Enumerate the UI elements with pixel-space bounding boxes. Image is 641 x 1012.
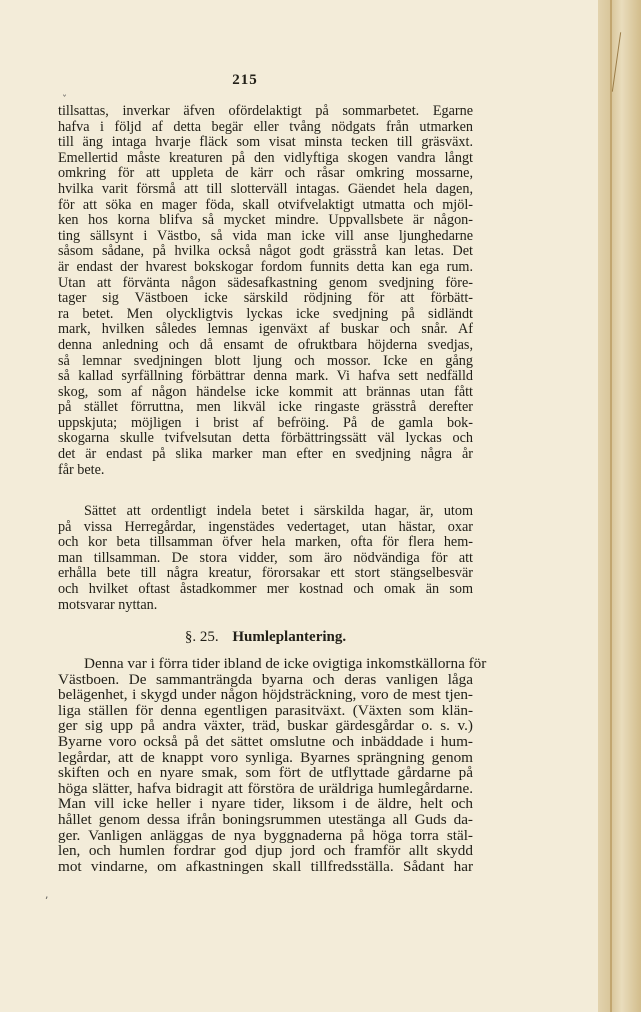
text-line: tillsattas, inverkar äfven ofördelaktigt på sommarbetet. Egarne [58,103,473,119]
page-number: 215 [232,72,258,88]
text-line: hafva i följd af detta begär eller tvång nödgats från utmarken [58,118,473,135]
section-number: §. 25. [184,629,219,645]
text-line: på stället förruttna, men likväl icke ringaste grässtrå derefter [58,399,473,416]
text-line: liga ställen för denna egentligen parasitväxt. (Växten som klän- [58,701,473,719]
text-line: len, och humlen fordrar god djup jord och framför allt skydd [58,842,473,860]
book-gutter [598,0,641,1012]
text-line: höga slätter, hafva bidragit att förstöra de uräldriga humlegårdarne. [58,779,473,797]
text-line: Sättet att ordentligt indela betet i särskilda hagar, är, utom [84,503,473,519]
text-line: på vissa Herregårdar, ingenstädes vedertaget, utan hästar, oxar [58,518,473,535]
text-line: Byarne voro också på det sättet omslutne och inbäddade i hum- [58,732,473,750]
text-line: skogarna skulle tvifvelsutan detta förbättringssätt väl lyckas och [58,430,473,447]
section-title: Humleplantering. [232,629,347,645]
text-line: ting sällsynt i Västbo, så vida man icke vill anse ljunghedarne [58,227,473,244]
text-line: så lemnar svedjningen blott ljung och mossor. Icke en gång [58,352,473,369]
gutter-fold [610,0,612,1012]
text-line: och hvilket oftast åstadkommer mer kostnad och omak än som [58,580,473,597]
text-line: för att söka en mager föda, skall otvifvelaktigt utmatta och mjöl- [58,196,473,213]
text-line: uppskjuta; möjligen i brist af befröing. På de gamla bok- [58,414,473,431]
text-line: ger. Vanligen anläggas de nya byggnaderna på höga torra stäl- [58,826,473,844]
text-line: Västboen. De sammanträngda byarna och deras vanligen låga [58,670,473,688]
paragraph-pasture [58,104,473,478]
text-line: legårdar, att de knappt voro synliga. Byarnes sprängning genom [58,748,473,766]
text-line: omkring för att uppleta de kärr och råsar omkring mossarne, [58,165,473,182]
text-line: hvilka varit försmå att till slotterväll intagas. Gäendet hela dagen, [58,180,473,197]
text-line: ken hos korna blifva så mycket mindre. Uppvallsbete är någon- [58,212,473,229]
text-line: hållet genom dessa ifrån boningsrummen utestänga all Guds da- [58,810,473,828]
text-line: såsom sådane, på hvilka också något godt grässtrå kan letas. Det [58,243,473,260]
text-line: denna anledning och då ensamt de ofruktbara höjderna svedjas, [58,336,473,353]
text-line: skog, som af någon händelse icke kommit att brännas utan fått [58,383,473,400]
stray-mark: ’ [45,896,49,907]
section-heading [58,629,473,646]
text-line: Utan att förvänta någon sädesafkastning genom svedjning före- [58,274,473,291]
text-line: mark, hvilken således lemnas igenväxt af buskar och snår. Af [58,321,473,338]
text-line: motsvarar nyttan. [58,596,158,613]
text-line: Denna var i förra tider ibland de icke ovigtiga inkomstkällorna för [84,655,487,672]
text-line: till äng intaga hvarje fläck som visat minsta tecken till gräsväxt. [58,134,473,151]
text-line: så kallad syrfällning förbättrar denna mark. Vi hafva sett nedfälld [58,368,473,385]
paragraph-fencing [58,504,473,613]
text-line: Emellertid måste kreaturen på den vidlyftiga skogen vandra långt [58,149,473,166]
tick-mark: ˇ [62,95,67,106]
text-line: tager sig Västboen icke särskild rödjning för att förbätt- [58,290,473,307]
text-line: skiften och en nyare smak, som fört de utflyttade gårdarne på [58,764,473,782]
text-line: är endast der hvarest bokskogar fordom funnits detta kan ega rum. [58,258,473,275]
text-line: man tillsamman. De stora vidder, som äro nödvändiga för att [58,549,473,566]
text-line: mot vindarne, om afkastningen skall tillfredsställa. Sådant har [58,857,473,875]
text-line: det är endast på slika marker man efter en svedjning några år [58,446,473,463]
text-line: får bete. [58,461,105,478]
text-line: ger sig upp på andra växter, träd, buskar gärdesgårdar o. s. v.) [58,717,473,735]
text-line: ra betet. Men olyckligtvis lyckas icke svedjning på sidländt [58,305,473,322]
text-line: Man vill icke heller i nyare tider, liksom i de äldre, helt och [58,795,473,813]
text-line: erhålla bete till några kreatur, förorsakar ett stort stängselbesvär [58,565,473,582]
paragraph-hops [58,655,487,875]
text-line: belägenhet, i skygd under någon höjdsträckning, voro de mest tjen- [58,686,473,704]
text-line: och kor beta tillsamman öfver hela marken, ofta för flera hem- [58,534,473,551]
